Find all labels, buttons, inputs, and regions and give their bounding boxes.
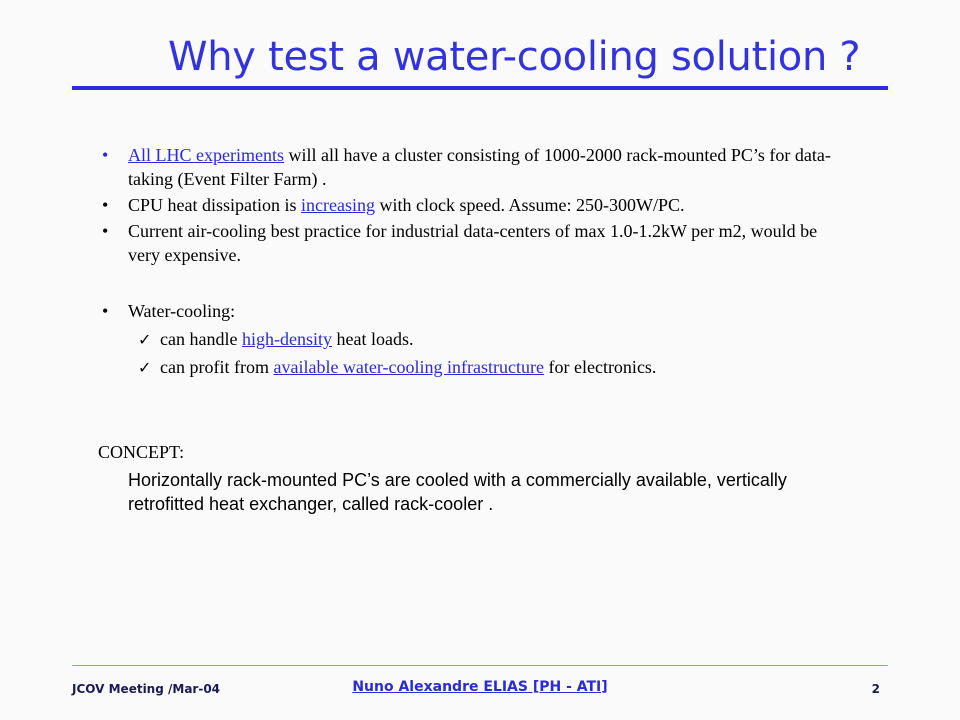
check-text-after: for electronics. bbox=[543, 357, 657, 377]
bullet-text-before: CPU heat dissipation is bbox=[128, 195, 302, 215]
checkmark-icon: ✓ bbox=[138, 358, 152, 377]
footer-divider bbox=[72, 665, 888, 666]
check-item bbox=[138, 327, 413, 352]
bullet-text-rest: will all have a cluster consisting of 1000-2000 rack-mounted PC’s for data-taking (Event Filter Farm) . bbox=[128, 145, 831, 189]
checkmark-icon: ✓ bbox=[138, 330, 152, 349]
link-lhc-experiments[interactable]: All LHC experiments bbox=[128, 145, 284, 165]
page-number: 2 bbox=[871, 682, 880, 696]
bullet-text-after: with clock speed. Assume: 250-300W/PC. bbox=[374, 195, 685, 215]
concept-body: Horizontally rack-mounted PC’s are cooled with a commercially available, vertically retrofitted heat exchanger, called rack-cooler . bbox=[128, 470, 787, 514]
check-text-before: can handle bbox=[160, 329, 242, 349]
bullet-text: Water-cooling: bbox=[128, 301, 236, 321]
bullet-icon: • bbox=[102, 145, 109, 165]
link-high-density[interactable]: high-density bbox=[241, 329, 332, 349]
check-text-after: heat loads. bbox=[331, 329, 414, 349]
footer-meeting-label: JCOV Meeting /Mar-04 bbox=[72, 682, 221, 696]
check-text-before: can profit from bbox=[160, 357, 274, 377]
bullet-icon: • bbox=[102, 301, 109, 321]
footer-author-link[interactable]: Nuno Alexandre ELIAS [PH - ATI] bbox=[352, 679, 608, 695]
title-underline bbox=[72, 86, 888, 90]
slide-title: Why test a water-cooling solution ? bbox=[168, 34, 861, 80]
link-increasing[interactable]: increasing bbox=[301, 195, 375, 215]
bullet-text bbox=[128, 143, 848, 191]
link-water-cooling-infrastructure[interactable]: available water-cooling infrastructure bbox=[273, 357, 544, 377]
bullet-icon: • bbox=[102, 195, 109, 215]
bullet-text bbox=[128, 193, 848, 217]
bullet-icon: • bbox=[102, 221, 109, 241]
check-item bbox=[138, 355, 656, 380]
bullet-text: Current air-cooling best practice for industrial data-centers of max 1.0-1.2kW per m2, would be very expensive. bbox=[128, 221, 818, 265]
concept-heading: CONCEPT: bbox=[98, 442, 185, 462]
